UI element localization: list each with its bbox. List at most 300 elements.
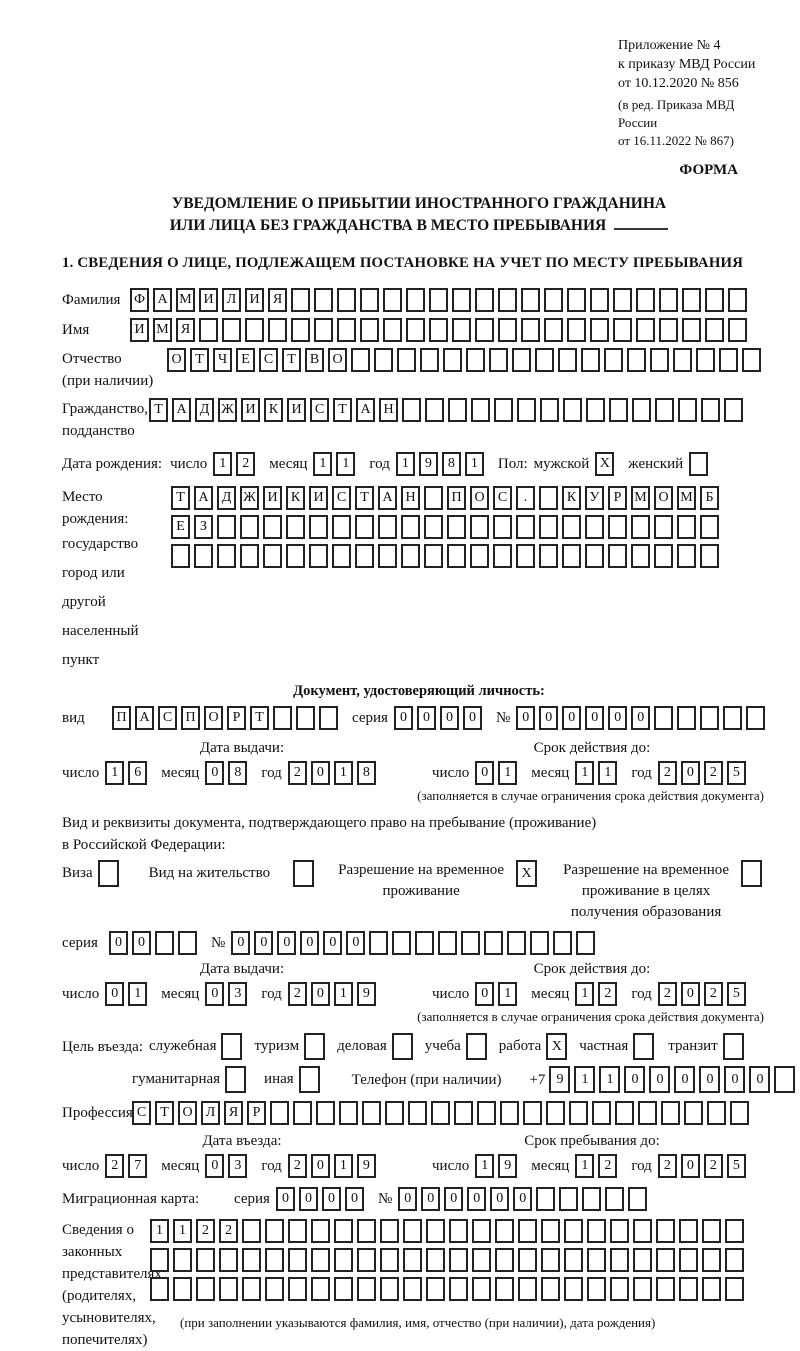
char-cell[interactable]: 0 [674, 1066, 695, 1093]
char-cell[interactable] [447, 515, 466, 539]
char-cell[interactable]: Т [149, 398, 168, 422]
char-cell[interactable] [360, 288, 379, 312]
char-cell[interactable] [472, 1219, 491, 1243]
char-cell[interactable] [155, 931, 174, 955]
char-cell[interactable] [425, 398, 444, 422]
char-cell[interactable]: 6 [128, 761, 147, 785]
char-cell[interactable] [636, 318, 655, 342]
char-cell[interactable]: 1 [334, 982, 353, 1006]
char-cell[interactable]: О [167, 348, 186, 372]
char-cell[interactable]: 1 [574, 1066, 595, 1093]
char-cell[interactable] [219, 1248, 238, 1272]
char-cell[interactable]: 0 [490, 1187, 509, 1211]
char-cell[interactable]: 0 [699, 1066, 720, 1093]
char-cell[interactable]: Р [227, 706, 246, 730]
char-cell[interactable]: Р [247, 1101, 266, 1125]
char-cell[interactable]: 0 [311, 1154, 330, 1178]
char-cell[interactable]: 2 [288, 761, 307, 785]
char-cell[interactable]: 1 [475, 1154, 494, 1178]
char-cell[interactable]: 0 [132, 931, 151, 955]
char-cell[interactable] [700, 515, 719, 539]
char-cell[interactable]: . [516, 486, 535, 510]
char-cell[interactable]: 2 [658, 1154, 677, 1178]
char-cell[interactable] [656, 1219, 675, 1243]
char-cell[interactable] [518, 1248, 537, 1272]
char-cell[interactable] [541, 1219, 560, 1243]
char-cell[interactable] [610, 1219, 629, 1243]
char-cell[interactable] [705, 288, 724, 312]
char-cell[interactable] [426, 1248, 445, 1272]
checkbox-cell[interactable] [741, 860, 762, 887]
char-cell[interactable] [701, 398, 720, 422]
char-cell[interactable]: П [181, 706, 200, 730]
char-cell[interactable]: 2 [105, 1154, 124, 1178]
char-cell[interactable] [564, 1277, 583, 1301]
char-cell[interactable] [240, 544, 259, 568]
char-cell[interactable]: 0 [231, 931, 250, 955]
char-cell[interactable] [403, 1219, 422, 1243]
char-cell[interactable]: 0 [516, 706, 535, 730]
char-cell[interactable] [587, 1248, 606, 1272]
char-cell[interactable]: 8 [357, 761, 376, 785]
char-cell[interactable] [355, 544, 374, 568]
char-cell[interactable] [610, 1277, 629, 1301]
char-cell[interactable] [587, 1277, 606, 1301]
char-cell[interactable] [380, 1248, 399, 1272]
char-cell[interactable] [512, 348, 531, 372]
char-cell[interactable] [608, 544, 627, 568]
char-cell[interactable] [426, 1219, 445, 1243]
char-cell[interactable] [383, 288, 402, 312]
char-cell[interactable] [656, 1248, 675, 1272]
char-cell[interactable]: 1 [575, 1154, 594, 1178]
char-cell[interactable] [420, 348, 439, 372]
checkbox-cell[interactable] [392, 1033, 413, 1060]
char-cell[interactable] [293, 1101, 312, 1125]
char-cell[interactable] [590, 288, 609, 312]
char-cell[interactable]: 0 [421, 1187, 440, 1211]
char-cell[interactable]: О [204, 706, 223, 730]
char-cell[interactable] [489, 348, 508, 372]
char-cell[interactable]: И [287, 398, 306, 422]
char-cell[interactable] [540, 398, 559, 422]
char-cell[interactable]: 0 [205, 982, 224, 1006]
char-cell[interactable]: 0 [323, 931, 342, 955]
char-cell[interactable]: 3 [228, 982, 247, 1006]
char-cell[interactable]: Т [155, 1101, 174, 1125]
char-cell[interactable]: 0 [681, 761, 700, 785]
char-cell[interactable] [357, 1248, 376, 1272]
char-cell[interactable] [222, 318, 241, 342]
char-cell[interactable] [263, 515, 282, 539]
char-cell[interactable] [475, 288, 494, 312]
char-cell[interactable] [585, 544, 604, 568]
char-cell[interactable] [447, 544, 466, 568]
char-cell[interactable] [677, 515, 696, 539]
char-cell[interactable]: 1 [598, 761, 617, 785]
char-cell[interactable] [723, 706, 742, 730]
char-cell[interactable] [638, 1101, 657, 1125]
checkbox-cell[interactable] [299, 1066, 320, 1093]
char-cell[interactable] [351, 348, 370, 372]
char-cell[interactable] [401, 544, 420, 568]
char-cell[interactable] [521, 318, 540, 342]
char-cell[interactable] [702, 1248, 721, 1272]
char-cell[interactable] [730, 1101, 749, 1125]
char-cell[interactable]: 1 [173, 1219, 192, 1243]
char-cell[interactable] [475, 318, 494, 342]
char-cell[interactable] [360, 318, 379, 342]
char-cell[interactable] [424, 544, 443, 568]
char-cell[interactable]: О [470, 486, 489, 510]
char-cell[interactable] [605, 1187, 624, 1211]
char-cell[interactable]: 3 [228, 1154, 247, 1178]
char-cell[interactable] [725, 1219, 744, 1243]
char-cell[interactable] [438, 931, 457, 955]
char-cell[interactable]: О [178, 1101, 197, 1125]
char-cell[interactable]: С [493, 486, 512, 510]
char-cell[interactable] [339, 1101, 358, 1125]
char-cell[interactable]: 2 [219, 1219, 238, 1243]
char-cell[interactable]: И [245, 288, 264, 312]
char-cell[interactable]: М [631, 486, 650, 510]
char-cell[interactable]: 1 [334, 1154, 353, 1178]
char-cell[interactable] [516, 515, 535, 539]
char-cell[interactable]: 0 [681, 1154, 700, 1178]
char-cell[interactable] [541, 1248, 560, 1272]
char-cell[interactable] [470, 515, 489, 539]
char-cell[interactable] [291, 288, 310, 312]
char-cell[interactable]: В [305, 348, 324, 372]
char-cell[interactable] [742, 348, 761, 372]
char-cell[interactable]: 0 [749, 1066, 770, 1093]
char-cell[interactable]: Е [236, 348, 255, 372]
char-cell[interactable] [178, 931, 197, 955]
char-cell[interactable]: 0 [345, 1187, 364, 1211]
char-cell[interactable] [337, 318, 356, 342]
char-cell[interactable] [150, 1277, 169, 1301]
char-cell[interactable] [696, 348, 715, 372]
char-cell[interactable]: 7 [128, 1154, 147, 1178]
char-cell[interactable] [380, 1277, 399, 1301]
char-cell[interactable]: Я [176, 318, 195, 342]
char-cell[interactable] [426, 1277, 445, 1301]
char-cell[interactable] [567, 318, 586, 342]
char-cell[interactable] [563, 398, 582, 422]
char-cell[interactable] [567, 288, 586, 312]
char-cell[interactable] [707, 1101, 726, 1125]
char-cell[interactable] [374, 348, 393, 372]
char-cell[interactable] [530, 931, 549, 955]
char-cell[interactable] [194, 544, 213, 568]
checkbox-cell[interactable] [633, 1033, 654, 1060]
char-cell[interactable] [265, 1277, 284, 1301]
char-cell[interactable]: Т [190, 348, 209, 372]
checkbox-cell[interactable] [304, 1033, 325, 1060]
char-cell[interactable] [539, 544, 558, 568]
char-cell[interactable]: П [447, 486, 466, 510]
char-cell[interactable]: 0 [276, 1187, 295, 1211]
char-cell[interactable] [263, 544, 282, 568]
char-cell[interactable] [378, 515, 397, 539]
char-cell[interactable] [700, 544, 719, 568]
char-cell[interactable]: 0 [105, 982, 124, 1006]
char-cell[interactable] [636, 288, 655, 312]
char-cell[interactable]: 0 [277, 931, 296, 955]
char-cell[interactable] [632, 398, 651, 422]
char-cell[interactable] [286, 544, 305, 568]
char-cell[interactable] [265, 1248, 284, 1272]
char-cell[interactable] [311, 1248, 330, 1272]
char-cell[interactable]: 0 [463, 706, 482, 730]
char-cell[interactable]: 1 [128, 982, 147, 1006]
char-cell[interactable] [448, 398, 467, 422]
char-cell[interactable] [337, 288, 356, 312]
char-cell[interactable]: 2 [704, 1154, 723, 1178]
char-cell[interactable] [536, 1187, 555, 1211]
char-cell[interactable]: 0 [394, 706, 413, 730]
char-cell[interactable]: И [199, 288, 218, 312]
char-cell[interactable]: С [310, 398, 329, 422]
char-cell[interactable]: 0 [299, 1187, 318, 1211]
char-cell[interactable] [613, 318, 632, 342]
char-cell[interactable]: М [677, 486, 696, 510]
char-cell[interactable] [677, 706, 696, 730]
char-cell[interactable] [586, 398, 605, 422]
char-cell[interactable] [316, 1101, 335, 1125]
char-cell[interactable]: 8 [228, 761, 247, 785]
char-cell[interactable] [677, 544, 696, 568]
char-cell[interactable] [569, 1101, 588, 1125]
char-cell[interactable] [334, 1248, 353, 1272]
char-cell[interactable] [633, 1219, 652, 1243]
char-cell[interactable]: 0 [205, 1154, 224, 1178]
char-cell[interactable]: Т [282, 348, 301, 372]
char-cell[interactable] [521, 288, 540, 312]
char-cell[interactable] [679, 1248, 698, 1272]
char-cell[interactable] [471, 398, 490, 422]
char-cell[interactable]: 1 [599, 1066, 620, 1093]
char-cell[interactable] [562, 544, 581, 568]
char-cell[interactable] [357, 1277, 376, 1301]
char-cell[interactable]: 0 [311, 761, 330, 785]
char-cell[interactable] [385, 1101, 404, 1125]
char-cell[interactable] [517, 398, 536, 422]
checkbox-cell[interactable] [293, 860, 314, 887]
char-cell[interactable] [631, 544, 650, 568]
char-cell[interactable]: 2 [236, 452, 255, 476]
char-cell[interactable] [378, 544, 397, 568]
char-cell[interactable]: П [112, 706, 131, 730]
char-cell[interactable] [196, 1277, 215, 1301]
char-cell[interactable]: 0 [513, 1187, 532, 1211]
char-cell[interactable] [454, 1101, 473, 1125]
char-cell[interactable] [288, 1277, 307, 1301]
char-cell[interactable] [219, 1277, 238, 1301]
char-cell[interactable] [415, 931, 434, 955]
char-cell[interactable] [369, 931, 388, 955]
char-cell[interactable] [518, 1277, 537, 1301]
char-cell[interactable]: 0 [649, 1066, 670, 1093]
char-cell[interactable]: 0 [475, 761, 494, 785]
char-cell[interactable] [604, 348, 623, 372]
char-cell[interactable] [429, 288, 448, 312]
char-cell[interactable] [449, 1277, 468, 1301]
char-cell[interactable]: Д [195, 398, 214, 422]
char-cell[interactable] [702, 1219, 721, 1243]
char-cell[interactable] [544, 318, 563, 342]
char-cell[interactable] [334, 1219, 353, 1243]
char-cell[interactable] [217, 544, 236, 568]
char-cell[interactable] [628, 1187, 647, 1211]
char-cell[interactable]: И [241, 398, 260, 422]
char-cell[interactable]: 5 [727, 1154, 746, 1178]
char-cell[interactable] [725, 1277, 744, 1301]
char-cell[interactable] [539, 486, 558, 510]
char-cell[interactable]: 1 [336, 452, 355, 476]
char-cell[interactable] [719, 348, 738, 372]
char-cell[interactable] [449, 1219, 468, 1243]
char-cell[interactable]: Я [224, 1101, 243, 1125]
char-cell[interactable]: Л [222, 288, 241, 312]
checkbox-cell[interactable]: X [595, 452, 614, 476]
char-cell[interactable]: 1 [213, 452, 232, 476]
char-cell[interactable] [171, 544, 190, 568]
char-cell[interactable]: 0 [322, 1187, 341, 1211]
char-cell[interactable]: К [286, 486, 305, 510]
char-cell[interactable] [553, 931, 572, 955]
char-cell[interactable] [311, 1277, 330, 1301]
char-cell[interactable] [472, 1277, 491, 1301]
char-cell[interactable]: Т [333, 398, 352, 422]
char-cell[interactable] [270, 1101, 289, 1125]
char-cell[interactable] [380, 1219, 399, 1243]
char-cell[interactable] [449, 1248, 468, 1272]
char-cell[interactable] [592, 1101, 611, 1125]
char-cell[interactable] [633, 1248, 652, 1272]
char-cell[interactable]: С [332, 486, 351, 510]
char-cell[interactable] [268, 318, 287, 342]
char-cell[interactable]: Ф [130, 288, 149, 312]
char-cell[interactable] [477, 1101, 496, 1125]
char-cell[interactable] [334, 1277, 353, 1301]
char-cell[interactable] [406, 288, 425, 312]
char-cell[interactable]: 1 [313, 452, 332, 476]
char-cell[interactable] [576, 931, 595, 955]
char-cell[interactable] [581, 348, 600, 372]
char-cell[interactable] [610, 1248, 629, 1272]
char-cell[interactable] [402, 398, 421, 422]
char-cell[interactable] [494, 398, 513, 422]
char-cell[interactable]: 0 [467, 1187, 486, 1211]
char-cell[interactable]: О [328, 348, 347, 372]
char-cell[interactable] [654, 515, 673, 539]
char-cell[interactable] [608, 515, 627, 539]
char-cell[interactable] [452, 318, 471, 342]
char-cell[interactable] [406, 318, 425, 342]
char-cell[interactable] [493, 515, 512, 539]
char-cell[interactable] [357, 1219, 376, 1243]
char-cell[interactable]: З [194, 515, 213, 539]
char-cell[interactable] [650, 348, 669, 372]
char-cell[interactable] [470, 544, 489, 568]
char-cell[interactable] [659, 318, 678, 342]
char-cell[interactable] [661, 1101, 680, 1125]
char-cell[interactable] [461, 931, 480, 955]
checkbox-cell[interactable] [689, 452, 708, 476]
char-cell[interactable]: 0 [398, 1187, 417, 1211]
char-cell[interactable] [429, 318, 448, 342]
char-cell[interactable] [199, 318, 218, 342]
char-cell[interactable] [654, 706, 673, 730]
char-cell[interactable] [408, 1101, 427, 1125]
char-cell[interactable]: С [132, 1101, 151, 1125]
char-cell[interactable]: У [585, 486, 604, 510]
char-cell[interactable]: 0 [562, 706, 581, 730]
char-cell[interactable] [495, 1219, 514, 1243]
char-cell[interactable] [309, 544, 328, 568]
char-cell[interactable]: М [176, 288, 195, 312]
char-cell[interactable] [173, 1277, 192, 1301]
char-cell[interactable] [659, 288, 678, 312]
char-cell[interactable]: 1 [498, 982, 517, 1006]
char-cell[interactable]: 1 [150, 1219, 169, 1243]
char-cell[interactable]: 0 [631, 706, 650, 730]
char-cell[interactable]: 9 [357, 982, 376, 1006]
char-cell[interactable]: 2 [598, 982, 617, 1006]
char-cell[interactable]: Е [171, 515, 190, 539]
checkbox-cell[interactable] [98, 860, 119, 887]
char-cell[interactable] [397, 348, 416, 372]
char-cell[interactable] [311, 1219, 330, 1243]
char-cell[interactable]: 0 [417, 706, 436, 730]
char-cell[interactable] [309, 515, 328, 539]
char-cell[interactable] [383, 318, 402, 342]
char-cell[interactable] [562, 515, 581, 539]
char-cell[interactable]: 2 [704, 982, 723, 1006]
char-cell[interactable]: 0 [311, 982, 330, 1006]
char-cell[interactable] [332, 515, 351, 539]
char-cell[interactable] [585, 515, 604, 539]
char-cell[interactable] [615, 1101, 634, 1125]
char-cell[interactable]: Ж [240, 486, 259, 510]
char-cell[interactable]: А [378, 486, 397, 510]
char-cell[interactable]: Т [250, 706, 269, 730]
char-cell[interactable]: 5 [727, 982, 746, 1006]
char-cell[interactable] [507, 931, 526, 955]
char-cell[interactable]: Б [700, 486, 719, 510]
char-cell[interactable]: 9 [419, 452, 438, 476]
char-cell[interactable]: 0 [109, 931, 128, 955]
char-cell[interactable]: 2 [196, 1219, 215, 1243]
char-cell[interactable]: Н [401, 486, 420, 510]
char-cell[interactable] [242, 1277, 261, 1301]
char-cell[interactable] [728, 318, 747, 342]
char-cell[interactable]: А [356, 398, 375, 422]
char-cell[interactable] [472, 1248, 491, 1272]
char-cell[interactable]: 2 [658, 761, 677, 785]
char-cell[interactable]: 2 [704, 761, 723, 785]
char-cell[interactable] [539, 515, 558, 539]
char-cell[interactable] [559, 1187, 578, 1211]
char-cell[interactable] [613, 288, 632, 312]
char-cell[interactable] [558, 348, 577, 372]
char-cell[interactable]: С [158, 706, 177, 730]
char-cell[interactable] [424, 486, 443, 510]
char-cell[interactable] [173, 1248, 192, 1272]
char-cell[interactable]: 2 [598, 1154, 617, 1178]
char-cell[interactable] [288, 1248, 307, 1272]
